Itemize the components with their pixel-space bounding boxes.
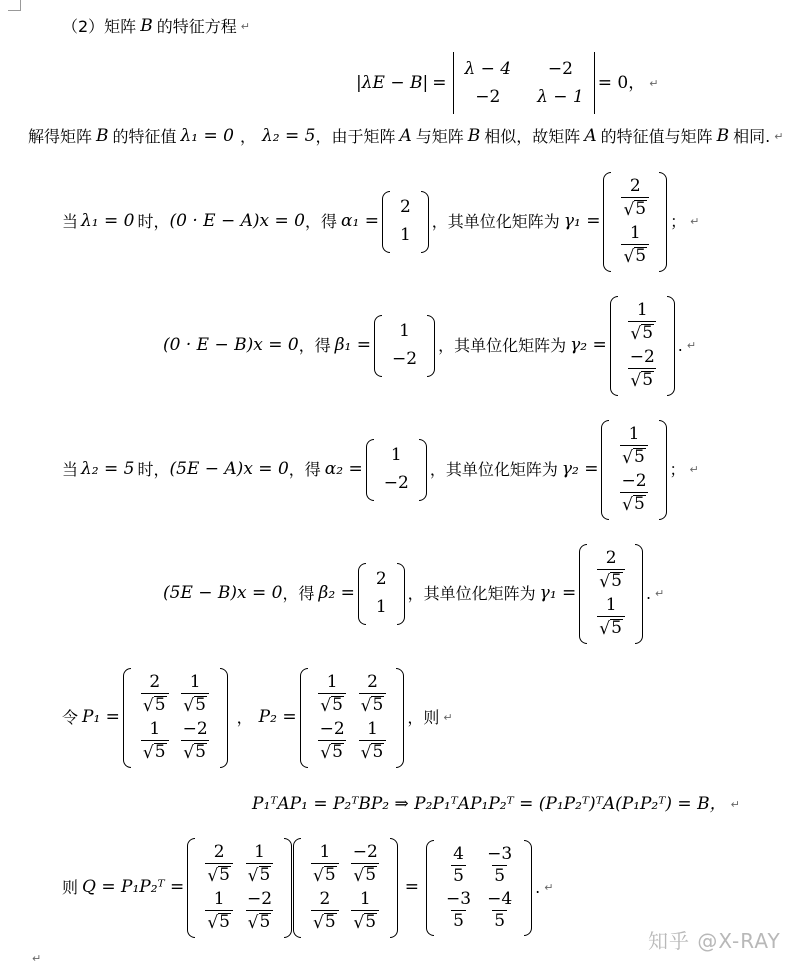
matrix-p2 [300, 668, 405, 768]
eigenvalue-2: λ₂ = 5 [81, 459, 135, 480]
text-run: ，则 [407, 707, 440, 727]
char-eq-rhs: = 0， [597, 72, 646, 93]
det-cell: −2 [475, 86, 501, 107]
column-vector [374, 315, 435, 377]
vector-label: γ₂ = [570, 335, 607, 356]
text-run: 的特征值 [112, 126, 177, 146]
text-run: ，得 [282, 583, 315, 603]
fraction: 2 √ 5 [205, 844, 233, 885]
text-run: ，由于矩阵 [315, 126, 396, 146]
vector-entry: −2 [392, 349, 418, 370]
eigenvalue-1: λ₁ = 0 [180, 126, 234, 146]
fraction: $\frac{4}{5}$ [453, 843, 464, 886]
char-eq-determinant [453, 52, 594, 114]
text-run: 与矩阵 [415, 126, 464, 146]
paragraph-mark: ↵ [689, 463, 699, 477]
fraction: 1 √ 5 [205, 891, 233, 932]
paragraph-mark: ↵ [443, 711, 453, 725]
section-title-tail: 的特征方程 [156, 16, 237, 36]
column-vector [603, 172, 667, 272]
text-run: ，得 [305, 211, 338, 231]
matrix-q [426, 840, 532, 936]
fraction: 1 √ 5 [311, 844, 339, 885]
paragraph-mark: ↵ [730, 798, 740, 811]
relation-equation: P₁ᵀAP₁ = P₂ᵀBP₂ ⇒ P₂P₁ᵀAP₁P₂ᵀ = (P₁P₂ᵀ)ᵀA(P₁P₂ᵀ) = B， [252, 794, 727, 814]
text-run: ； [669, 459, 686, 479]
vector-label: β₂ = [318, 583, 355, 604]
text-run: . [535, 877, 541, 897]
q-line [62, 838, 553, 938]
text-run: ，其单位化矩阵为 [429, 459, 558, 479]
case2-line-b [163, 544, 664, 644]
text-run: 时， [137, 211, 170, 231]
text-run: ，其单位化矩阵为 [407, 583, 536, 603]
text-run: 相似，故矩阵 [484, 126, 581, 146]
relation-line [252, 796, 740, 813]
fraction: −2 √ 5 [352, 842, 378, 886]
vector-label: γ₂ = [561, 459, 599, 480]
matrix-label: P₂ = [258, 707, 297, 728]
eigenvalue-2: λ₂ = 5 [262, 126, 316, 146]
case2-line-a [62, 420, 699, 520]
text-run: 时， [137, 459, 170, 479]
equation: (5E − A)x = 0 [169, 459, 289, 480]
vector-label: γ₁ = [539, 583, 577, 604]
column-vector [610, 296, 675, 396]
equation: (0 · E − B)x = 0 [163, 335, 299, 356]
text-run: ， [240, 126, 257, 146]
symbol-b: B [716, 126, 730, 146]
fraction: 1 √ 5 [621, 225, 649, 266]
equation: (0 · E − A)x = 0 [169, 211, 305, 232]
paragraph-mark: ↵ [686, 339, 697, 353]
paragraph-mark: ↵ [655, 587, 665, 601]
column-vector [358, 563, 405, 625]
fraction: 2 √ 5 [359, 674, 387, 715]
matrix-p1 [187, 838, 292, 938]
det-cell: λ − 4 [464, 58, 512, 79]
fraction: 2 √ 5 [311, 891, 339, 932]
text-run: ，其单位化矩阵为 [431, 211, 560, 231]
paragraph-mark: ↵ [32, 952, 42, 965]
fraction: $\frac{-4}{5}$ [487, 888, 513, 931]
vector-entry: 1 [399, 321, 410, 342]
equation: (5E − B)x = 0 [163, 583, 283, 604]
text-run: ， [236, 707, 253, 727]
fraction: −2 √ 5 [629, 346, 655, 391]
fraction: 2 √ 5 [621, 178, 649, 219]
fraction: 1 √ 5 [597, 597, 625, 638]
fraction: 1 √ 5 [359, 721, 387, 762]
fraction: 1 √ 5 [318, 674, 346, 715]
paragraph-mark: ↵ [649, 76, 659, 90]
text-run: 当 [62, 211, 79, 231]
fraction: 1 √ 5 [181, 674, 209, 715]
case1-line-b [163, 296, 696, 396]
fraction: 2 √ 5 [597, 550, 625, 591]
fraction: $\frac{-3}{5}$ [446, 888, 472, 931]
vector-label: α₁ = [341, 211, 379, 232]
fraction: 2 √ 5 [141, 674, 169, 715]
eigenvalue-1: λ₁ = 0 [81, 211, 135, 232]
det-cell: −2 [547, 58, 573, 79]
vector-label: γ₁ = [563, 211, 601, 232]
column-vector [579, 544, 643, 644]
characteristic-equation: |λE − B| = λ − 4 −2 −2 λ − 1 = 0， ↵ [356, 52, 658, 114]
watermark: 知乎 @X-RAY [648, 929, 781, 953]
det-cell: λ − 1 [537, 86, 584, 107]
column-vector [366, 439, 427, 501]
symbol-b: B [96, 126, 109, 146]
char-eq-lhs: |λE − B| [356, 72, 429, 93]
vector-entry: 1 [375, 597, 387, 618]
fraction: −2 √ 5 [319, 718, 345, 763]
text-run: ，得 [298, 335, 331, 355]
text-run: 的特征值与矩阵 [600, 126, 713, 146]
vector-entry: 2 [375, 569, 387, 590]
text-run: ； [670, 211, 687, 231]
vector-entry: −2 [383, 473, 409, 494]
fraction: −2 √ 5 [246, 888, 273, 933]
vector-entry: 1 [399, 225, 411, 246]
let-line [62, 668, 453, 768]
vector-entry: 2 [399, 197, 411, 218]
paragraph-mark: ↵ [690, 215, 700, 229]
fraction: $\frac{-3}{5}$ [487, 843, 513, 886]
matrix-label: Q = P₁P₂ᵀ = [82, 877, 185, 898]
text-run: ，得 [288, 459, 321, 479]
matrix-p1 [123, 668, 228, 768]
fraction: 1 √ 5 [141, 721, 169, 762]
eigenvalue-sentence [28, 128, 783, 145]
page-corner-mark [8, 0, 21, 11]
fraction: −2 √ 5 [621, 470, 647, 515]
section-title-text: （2）矩阵 [62, 16, 137, 36]
paragraph-mark: ↵ [774, 130, 784, 143]
fraction: 1 √ 5 [351, 891, 379, 932]
section-title-matrix-b: B [140, 16, 153, 36]
text-run: ，其单位化矩阵为 [438, 335, 567, 355]
text-run: 则 [62, 877, 79, 897]
fraction: 1 √ 5 [628, 302, 656, 343]
text-run: . [645, 583, 652, 603]
text-run: 相同. [733, 126, 771, 146]
symbol-a: A [584, 126, 597, 146]
column-vector [601, 420, 666, 520]
symbol-a: A [399, 126, 412, 146]
equals-sign: = [404, 877, 420, 898]
text-run: 解得矩阵 [28, 126, 93, 146]
text-run: . [677, 335, 683, 355]
symbol-b: B [467, 126, 481, 146]
fraction: 1 √ 5 [246, 844, 274, 885]
matrix-label: P₁ = [82, 707, 120, 728]
text-run: 令 [62, 707, 79, 727]
paragraph-mark: ↵ [240, 20, 250, 33]
case1-line-a [62, 172, 699, 272]
paragraph-mark: ↵ [544, 881, 554, 895]
text-run: 当 [62, 459, 79, 479]
vector-entry: 1 [390, 445, 402, 466]
matrix-p2-transpose [293, 838, 398, 938]
vector-label: α₂ = [324, 459, 363, 480]
fraction: −2 √ 5 [182, 718, 208, 763]
section-title [62, 18, 250, 35]
fraction: 1 √ 5 [620, 426, 648, 467]
vector-label: β₁ = [334, 335, 372, 356]
column-vector [382, 191, 429, 253]
